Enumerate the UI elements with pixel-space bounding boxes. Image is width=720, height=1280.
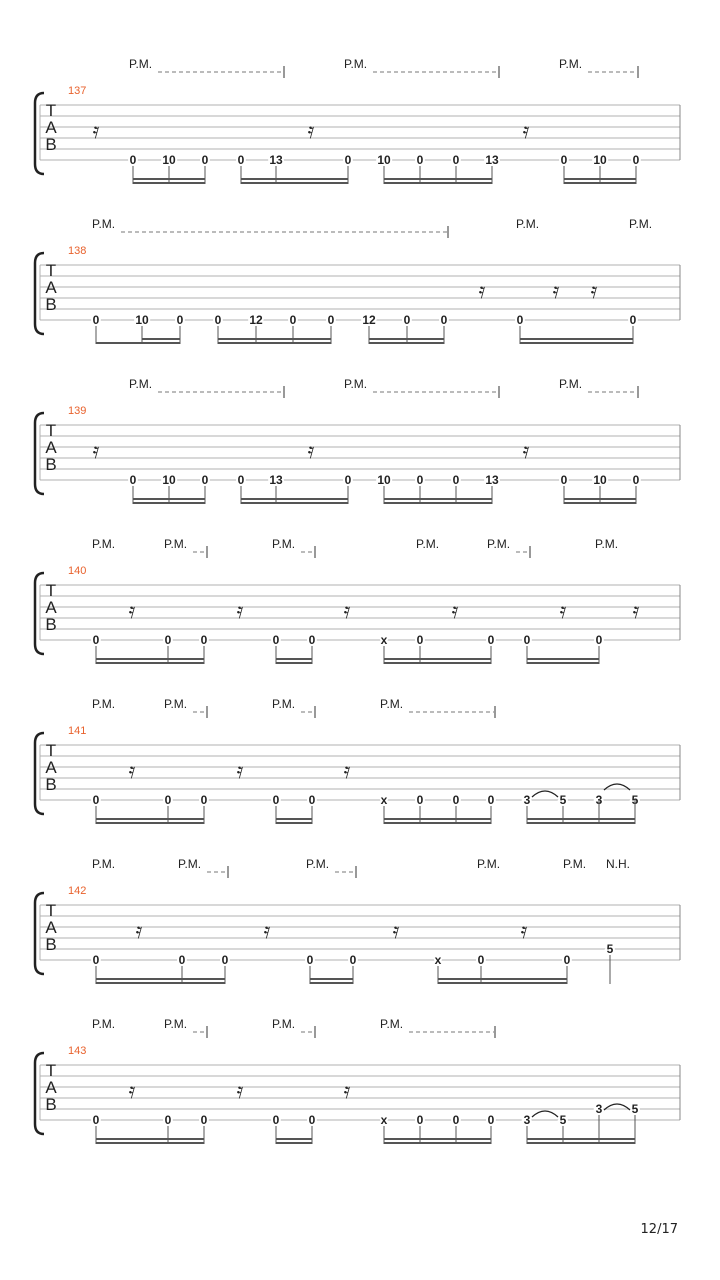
fret-number: 0 <box>164 633 172 647</box>
fret-number: 0 <box>560 473 568 487</box>
fret-number: 13 <box>485 153 499 167</box>
fret-number: 10 <box>593 473 607 487</box>
svg-text:T: T <box>45 901 57 920</box>
sixteenth-rest: 𝄿 <box>236 599 244 624</box>
measure-number: 139 <box>68 405 87 417</box>
sixteenth-rest: 𝄿 <box>590 279 598 304</box>
fret-number: 10 <box>377 153 391 167</box>
fret-number: 0 <box>272 793 280 807</box>
palm-mute-label: P.M. <box>306 857 330 871</box>
tab-clef <box>45 261 57 314</box>
page-indicator: 12/17 <box>640 1222 678 1237</box>
sixteenth-rest: 𝄿 <box>135 919 143 944</box>
palm-mute-label: P.M. <box>559 57 583 71</box>
palm-mute-label: P.M. <box>92 217 116 231</box>
harmonic-fret-number: 5 <box>606 942 614 956</box>
fret-number: 0 <box>523 633 531 647</box>
tab-system-138 <box>35 217 680 344</box>
fret-number: 0 <box>477 953 485 967</box>
palm-mute-label: P.M. <box>344 377 368 391</box>
sixteenth-rest: 𝄿 <box>522 439 530 464</box>
sixteenth-rest: 𝄿 <box>559 599 567 624</box>
svg-text:A: A <box>45 118 57 137</box>
palm-mute-label: P.M. <box>380 1017 404 1031</box>
sixteenth-rest: 𝄿 <box>92 119 100 144</box>
fret-number: 13 <box>269 153 283 167</box>
svg-text:B: B <box>45 455 57 474</box>
sixteenth-rest: 𝄿 <box>343 759 351 784</box>
palm-mute-label: P.M. <box>92 1017 116 1031</box>
slur-arc <box>532 791 558 797</box>
fret-number: 3 <box>595 793 603 807</box>
fret-number: 0 <box>452 793 460 807</box>
fret-number: 0 <box>308 793 316 807</box>
fret-number: 0 <box>214 313 222 327</box>
svg-text:T: T <box>45 261 57 280</box>
fret-number: 0 <box>416 153 424 167</box>
fret-number: 0 <box>272 633 280 647</box>
sixteenth-rest: 𝄿 <box>451 599 459 624</box>
sixteenth-rest: 𝄿 <box>263 919 271 944</box>
palm-mute-label: P.M. <box>559 377 583 391</box>
fret-number: 0 <box>272 1113 280 1127</box>
fret-number: 5 <box>631 1102 639 1116</box>
dead-note: x <box>380 793 388 807</box>
fret-number: 0 <box>416 1113 424 1127</box>
sixteenth-rest: 𝄿 <box>343 599 351 624</box>
fret-number: 10 <box>162 153 176 167</box>
palm-mute-label: P.M. <box>595 537 619 551</box>
fret-number: 0 <box>200 633 208 647</box>
fret-number: 0 <box>403 313 411 327</box>
dead-note: x <box>380 1113 388 1127</box>
beams <box>96 646 599 664</box>
sixteenth-rest: 𝄿 <box>307 439 315 464</box>
fret-number: 0 <box>176 313 184 327</box>
palm-mute-label: P.M. <box>272 537 296 551</box>
palm-mute-row <box>92 537 618 558</box>
fret-number: 0 <box>416 793 424 807</box>
dead-note: x <box>434 953 442 967</box>
fret-number: 5 <box>559 793 567 807</box>
fret-number: 0 <box>595 633 603 647</box>
tab-system-142 <box>35 857 680 984</box>
measure-number: 140 <box>68 565 87 577</box>
fret-number: 10 <box>593 153 607 167</box>
fret-number: 0 <box>349 953 357 967</box>
palm-mute-label: P.M. <box>164 537 188 551</box>
fret-number: 0 <box>452 1113 460 1127</box>
fret-number: 0 <box>129 473 137 487</box>
sixteenth-rest: 𝄿 <box>520 919 528 944</box>
palm-mute-label: P.M. <box>178 857 202 871</box>
fret-number: 13 <box>269 473 283 487</box>
fret-number: 0 <box>92 1113 100 1127</box>
sixteenth-rest: 𝄿 <box>343 1079 351 1104</box>
palm-mute-label: P.M. <box>129 57 153 71</box>
fret-number: 0 <box>308 1113 316 1127</box>
fret-number: 10 <box>135 313 149 327</box>
fret-number: 0 <box>92 793 100 807</box>
measure-number: 142 <box>68 885 87 897</box>
svg-text:B: B <box>45 615 57 634</box>
measure-number: 137 <box>68 85 87 97</box>
fret-number: 0 <box>164 1113 172 1127</box>
fret-number: 0 <box>416 473 424 487</box>
fret-number: 0 <box>308 633 316 647</box>
tab-system-137 <box>35 57 680 184</box>
dead-note: x <box>380 633 388 647</box>
fret-number: 0 <box>164 793 172 807</box>
fret-number: 3 <box>523 1113 531 1127</box>
fret-number: 0 <box>289 313 297 327</box>
tab-clef <box>45 1061 57 1114</box>
svg-text:T: T <box>45 101 57 120</box>
palm-mute-label: P.M. <box>92 697 116 711</box>
fret-number: 0 <box>416 633 424 647</box>
tab-clef <box>45 901 57 954</box>
svg-text:A: A <box>45 918 57 937</box>
fret-number: 0 <box>92 953 100 967</box>
beams <box>96 326 633 344</box>
palm-mute-label: P.M. <box>164 1017 188 1031</box>
fret-number: 0 <box>440 313 448 327</box>
fret-number: 0 <box>237 153 245 167</box>
fret-number: 0 <box>487 793 495 807</box>
svg-text:T: T <box>45 741 57 760</box>
fret-number: 12 <box>362 313 376 327</box>
slur-arc <box>532 1111 558 1117</box>
fret-number: 0 <box>629 313 637 327</box>
sixteenth-rest: 𝄿 <box>128 599 136 624</box>
palm-mute-row <box>129 57 638 78</box>
palm-mute-row <box>92 1017 495 1038</box>
palm-mute-label: P.M. <box>164 697 188 711</box>
fret-numbers <box>93 1102 639 1127</box>
fret-number: 0 <box>344 153 352 167</box>
tab-clef <box>45 581 57 634</box>
fret-numbers <box>93 942 614 967</box>
sixteenth-rest: 𝄿 <box>552 279 560 304</box>
sixteenth-rest: 𝄿 <box>128 1079 136 1104</box>
sixteenth-rest: 𝄿 <box>236 759 244 784</box>
tab-system-140 <box>35 537 680 664</box>
fret-number: 0 <box>560 153 568 167</box>
fret-number: 10 <box>377 473 391 487</box>
tab-system-139 <box>35 377 680 504</box>
fret-number: 0 <box>200 793 208 807</box>
svg-text:T: T <box>45 421 57 440</box>
fret-number: 0 <box>452 153 460 167</box>
svg-text:B: B <box>45 135 57 154</box>
fret-number: 0 <box>327 313 335 327</box>
fret-number: 0 <box>221 953 229 967</box>
palm-mute-label: P.M. <box>344 57 368 71</box>
natural-harmonic-label: N.H. <box>606 857 630 871</box>
beams <box>133 166 636 184</box>
fret-number: 0 <box>92 633 100 647</box>
fret-number: 3 <box>595 1102 603 1116</box>
palm-mute-row <box>92 857 630 878</box>
tab-system-143 <box>35 1017 680 1144</box>
palm-mute-row <box>129 377 638 398</box>
svg-text:T: T <box>45 1061 57 1080</box>
fret-number: 0 <box>516 313 524 327</box>
svg-text:A: A <box>45 758 57 777</box>
sixteenth-rest: 𝄿 <box>236 1079 244 1104</box>
staff <box>35 253 680 334</box>
beams <box>96 1115 635 1144</box>
fret-number: 0 <box>344 473 352 487</box>
palm-mute-label: P.M. <box>92 857 116 871</box>
fret-number: 0 <box>237 473 245 487</box>
tab-clef <box>45 741 57 794</box>
sixteenth-rest: 𝄿 <box>478 279 486 304</box>
sixteenth-rest: 𝄿 <box>92 439 100 464</box>
tab-system-141 <box>35 697 680 824</box>
sixteenth-rest: 𝄿 <box>522 119 530 144</box>
staff <box>35 893 680 974</box>
svg-text:A: A <box>45 438 57 457</box>
measure-number: 143 <box>68 1045 87 1057</box>
sixteenth-rest: 𝄿 <box>392 919 400 944</box>
palm-mute-label: P.M. <box>516 217 540 231</box>
svg-text:A: A <box>45 278 57 297</box>
fret-number: 0 <box>201 153 209 167</box>
palm-mute-row <box>92 697 495 718</box>
beams <box>133 486 636 504</box>
fret-number: 0 <box>178 953 186 967</box>
svg-text:T: T <box>45 581 57 600</box>
fret-number: 0 <box>487 633 495 647</box>
svg-text:B: B <box>45 295 57 314</box>
fret-number: 13 <box>485 473 499 487</box>
palm-mute-label: P.M. <box>563 857 587 871</box>
svg-text:A: A <box>45 1078 57 1097</box>
fret-number: 0 <box>452 473 460 487</box>
svg-text:B: B <box>45 1095 57 1114</box>
fret-number: 0 <box>129 153 137 167</box>
palm-mute-label: P.M. <box>487 537 511 551</box>
palm-mute-label: P.M. <box>92 537 116 551</box>
fret-numbers <box>130 473 640 487</box>
fret-number: 0 <box>92 313 100 327</box>
palm-mute-label: P.M. <box>272 1017 296 1031</box>
sixteenth-rest: 𝄿 <box>632 599 640 624</box>
fret-number: 0 <box>632 473 640 487</box>
fret-number: 0 <box>487 1113 495 1127</box>
fret-number: 0 <box>306 953 314 967</box>
palm-mute-label: P.M. <box>380 697 404 711</box>
svg-text:B: B <box>45 775 57 794</box>
svg-text:A: A <box>45 598 57 617</box>
fret-number: 3 <box>523 793 531 807</box>
fret-number: 10 <box>162 473 176 487</box>
palm-mute-row <box>92 217 652 238</box>
measure-number: 141 <box>68 725 87 737</box>
sixteenth-rest: 𝄿 <box>128 759 136 784</box>
palm-mute-label: P.M. <box>477 857 501 871</box>
fret-number: 5 <box>559 1113 567 1127</box>
palm-mute-label: P.M. <box>272 697 296 711</box>
palm-mute-label: P.M. <box>129 377 153 391</box>
fret-number: 0 <box>201 473 209 487</box>
fret-numbers <box>130 153 640 167</box>
tab-clef <box>45 421 57 474</box>
svg-text:B: B <box>45 935 57 954</box>
fret-number: 12 <box>249 313 263 327</box>
tab-clef <box>45 101 57 154</box>
palm-mute-label: P.M. <box>629 217 653 231</box>
beams <box>96 799 635 824</box>
fret-number: 0 <box>200 1113 208 1127</box>
fret-number: 0 <box>563 953 571 967</box>
sixteenth-rest: 𝄿 <box>307 119 315 144</box>
palm-mute-label: P.M. <box>416 537 440 551</box>
fret-number: 5 <box>631 793 639 807</box>
measure-number: 138 <box>68 245 87 257</box>
fret-number: 0 <box>632 153 640 167</box>
